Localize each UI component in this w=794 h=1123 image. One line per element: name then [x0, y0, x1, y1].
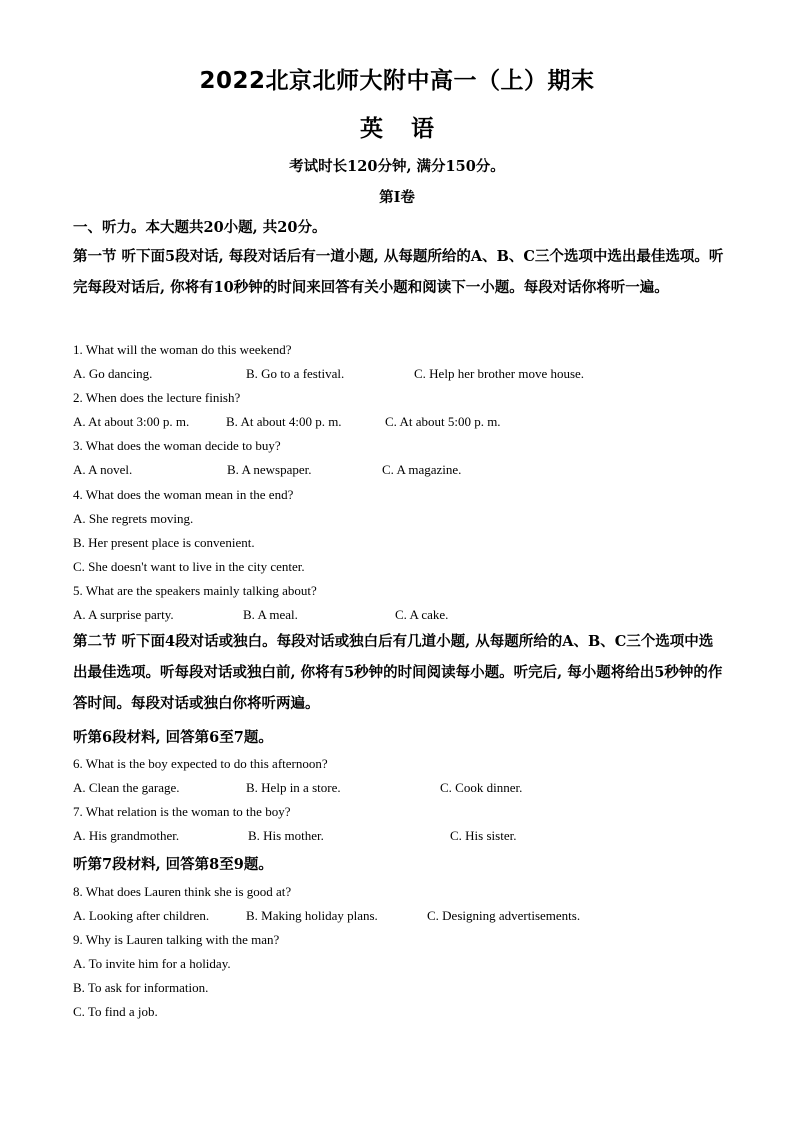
part1-heading: 一、听力。本大题共20小题, 共20分。	[73, 219, 327, 236]
material-heading: 听第7段材料, 回答第8至9题。	[73, 856, 273, 873]
option-c: C. She doesn't want to live in the city center.	[73, 559, 305, 574]
volume-label: 第I卷	[379, 189, 415, 206]
option-c: C. A magazine.	[382, 462, 462, 477]
option-a: A. Go dancing.	[73, 366, 153, 381]
question-stem: 4. What does the woman mean in the end?	[73, 487, 294, 502]
material-heading: 听第6段材料, 回答第6至7题。	[73, 729, 273, 746]
question-stem: 7. What relation is the woman to the boy?	[73, 804, 291, 819]
question-stem: 9. Why is Lauren talking with the man?	[73, 932, 280, 947]
page-title: 2022北京北师大附中高一（上）期末	[199, 68, 595, 94]
option-b: B. Go to a festival.	[246, 366, 345, 381]
option-b: B. His mother.	[248, 828, 324, 843]
option-a: A. His grandmother.	[73, 828, 180, 843]
option-b: B. A newspaper.	[227, 462, 312, 477]
subject-title: 英语	[360, 115, 462, 142]
option-a: A. Clean the garage.	[73, 780, 180, 795]
exam-info: 考试时长120分钟, 满分150分。	[289, 158, 505, 175]
option-a: A. To invite him for a holiday.	[73, 956, 231, 971]
option-c: C. To find a job.	[73, 1004, 158, 1019]
option-c: C. Help her brother move house.	[414, 366, 585, 381]
option-a: A. A surprise party.	[73, 607, 174, 622]
option-b: B. Making holiday plans.	[246, 908, 378, 923]
question-stem: 6. What is the boy expected to do this afternoon?	[73, 756, 328, 771]
question-stem: 3. What does the woman decide to buy?	[73, 438, 281, 453]
question-stem: 2. When does the lecture finish?	[73, 390, 241, 405]
question-stem: 1. What will the woman do this weekend?	[73, 342, 292, 357]
option-a: A. She regrets moving.	[73, 511, 194, 526]
option-b: B. At about 4:00 p. m.	[226, 414, 342, 429]
section2-instructions: 第二节 听下面4段对话或独白。每段对话或独白后有几道小题, 从每题所给的A、B、C三个选项中选出最佳选项。听每段对话或独白前, 你将有5秒钟的时间阅读每小题。听完后, 每小题将给出5秒钟的作答时间。每段对话或独白你将听两遍。	[73, 633, 723, 712]
option-c: C. His sister.	[450, 828, 517, 843]
option-a: A. A novel.	[73, 462, 133, 477]
option-c: C. At about 5:00 p. m.	[385, 414, 501, 429]
option-a: A. At about 3:00 p. m.	[73, 414, 190, 429]
section1-instructions: 第一节 听下面5段对话, 每段对话后有一道小题, 从每题所给的A、B、C三个选项中选出最佳选项。听完每段对话后, 你将有10秒钟的时间来回答有关小题和阅读下一小题。每段对话你将听一遍。	[73, 248, 724, 296]
option-b: B. Her present place is convenient.	[73, 535, 255, 550]
option-c: C. Designing advertisements.	[427, 908, 581, 923]
option-b: B. Help in a store.	[246, 780, 341, 795]
option-c: C. Cook dinner.	[440, 780, 523, 795]
option-b: B. To ask for information.	[73, 980, 209, 995]
option-a: A. Looking after children.	[73, 908, 210, 923]
option-b: B. A meal.	[243, 607, 298, 622]
question-stem: 5. What are the speakers mainly talking about?	[73, 583, 317, 598]
question-stem: 8. What does Lauren think she is good at?	[73, 884, 292, 899]
option-c: C. A cake.	[395, 607, 449, 622]
